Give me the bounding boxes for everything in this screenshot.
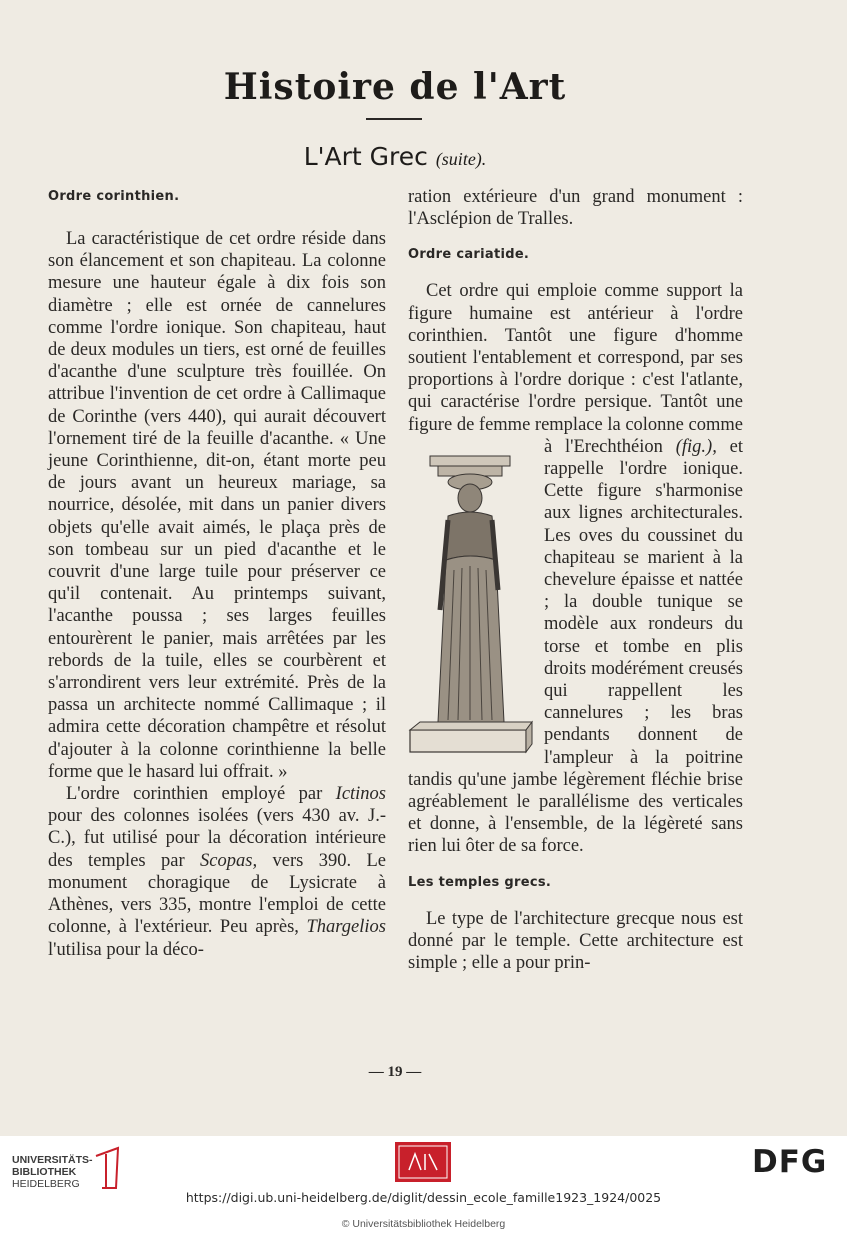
paragraph-cariatide — [408, 280, 743, 857]
text-segment: pour des colonnes isolées (vers 430 av. J.-C.), fut utilisé pour la décoration intérieure des temples par — [48, 806, 386, 871]
subtitle-suite: (suite). — [435, 149, 487, 169]
dfg-logo[interactable]: DFG — [752, 1144, 828, 1180]
name-thargelios: Thargelios — [306, 917, 386, 938]
paragraph-ictinos — [48, 783, 386, 961]
permalink-url[interactable]: https://digi.ub.uni-heidelberg.de/diglit/dessin_ecole_famille1923_1924/0025 — [185, 1190, 662, 1205]
footer-bar — [0, 1136, 847, 1239]
text-segment: L'ordre corinthien employé par — [66, 784, 323, 805]
subtitle-main: L'Art Grec — [303, 142, 428, 171]
page-title: Histoire de l'Art — [223, 66, 567, 108]
page-number: — 19 — — [368, 1064, 422, 1080]
paragraph-temples: Le type de l'architecture grecque nous est donné par le temple. Cette architecture est simple ; elle a pour prin- — [408, 908, 743, 974]
name-ictinos: Ictinos — [335, 784, 387, 805]
text-segment: l'utilisa pour la déco- — [48, 939, 204, 960]
text-segment: et rappelle l'ordre ionique. Cette figure s'harmonise aux lignes architecturales. Les oves du coussinet du chapiteau se marient à la chevelure épaisse et nattée ; la double tunique se modèle aux rondeurs du torse et tombe en plis droits modérément creusés qui rappellent les cannelures ; les bras pendants donnent de l'ampleur à la poitrine tandis qu'une jambe légèrement fléchie brise agréablement le parallélisme des verticales et donne, à l'ensemble, de la légèreté sans rien lui ôter de sa force. — [408, 436, 744, 857]
right-column — [408, 186, 743, 974]
heading-ordre-corinthien: Ordre corinthien. — [48, 189, 180, 204]
caryatid-figure-illustration — [408, 440, 536, 762]
page-subtitle — [0, 142, 790, 171]
left-column — [48, 186, 386, 961]
heidelberg-seal-icon[interactable] — [395, 1142, 451, 1182]
paragraph-corinthien: La caractéristique de cet ordre réside dans son élancement et son chapiteau. La colonne mesure une hauteur égale à dix fois son diamètre ; elle est ornée de cannelures comme l'ordre ionique. Son chapiteau, haut de deux modules un tiers, est orné de feuilles d'acanthe d'une sculpture très fouillée. On attribue l'invention de cet ordre à Callimaque de Corinthe (vers 440), qui aurait découvert l'ornement tiré de la feuille d'acanthe. « Une jeune Corinthienne, dit-on, étant morte peu de jours avant un heureux mariage, sa nourrice, désolée, mit dans un panier divers objets qu'elle avait aimés, le plaça près de son tombeau sur un pied d'acanthe et le couvrit d'une large tuile pour préserver ce qu'il contenait. Au printemps suivant, l'acanthe poussa ; ses larges feuilles entourèrent le panier, mais arrêtées par les rebords de la tuile, elles se courbèrent et s'arrondirent vers leur extrémité. Près de la passa un architecte nommé Callimaque ; il admira cette décoration champêtre et résolut d'ajouter à la colonne corinthienne la belle forme que le hasard lui offrait. » — [48, 229, 386, 782]
title-divider — [366, 118, 422, 120]
fig-reference: (fig.), — [675, 436, 717, 457]
library-line1: UNIVERSITÄTS- — [12, 1154, 93, 1166]
heading-temples-grecs: Les temples grecs. — [408, 874, 552, 890]
text-segment: vers 390. Le monument choragique de Lysicrate à Athènes, vers 335, montre l'emploi de cette colonne, à l'extérieur. Peu après, — [48, 850, 387, 938]
text-segment: Cet ordre qui emploie comme support la figure humaine est antérieur à l'ordre corinthien. Tantôt une figure d'homme soutient l'entablement et correspond, par ses proportions à l'ordre dorique : c'est l'atlante, qui caractérise l'ordre persique. Tantôt une figure de femme remplace la colonne comme à l'Erechthéion — [408, 281, 743, 457]
copyright-notice: © Universitätsbibliothek Heidelberg — [341, 1218, 506, 1230]
paragraph-continuation: ration extérieure d'un grand monument : l'Asclépion de Tralles. — [408, 187, 743, 230]
library-name — [12, 1154, 93, 1190]
name-scopas: Scopas, — [200, 850, 258, 871]
heading-ordre-cariatide: Ordre cariatide. — [408, 247, 530, 263]
library-line3: HEIDELBERG — [12, 1178, 80, 1190]
library-line2: BIBLIOTHEK — [12, 1166, 77, 1178]
